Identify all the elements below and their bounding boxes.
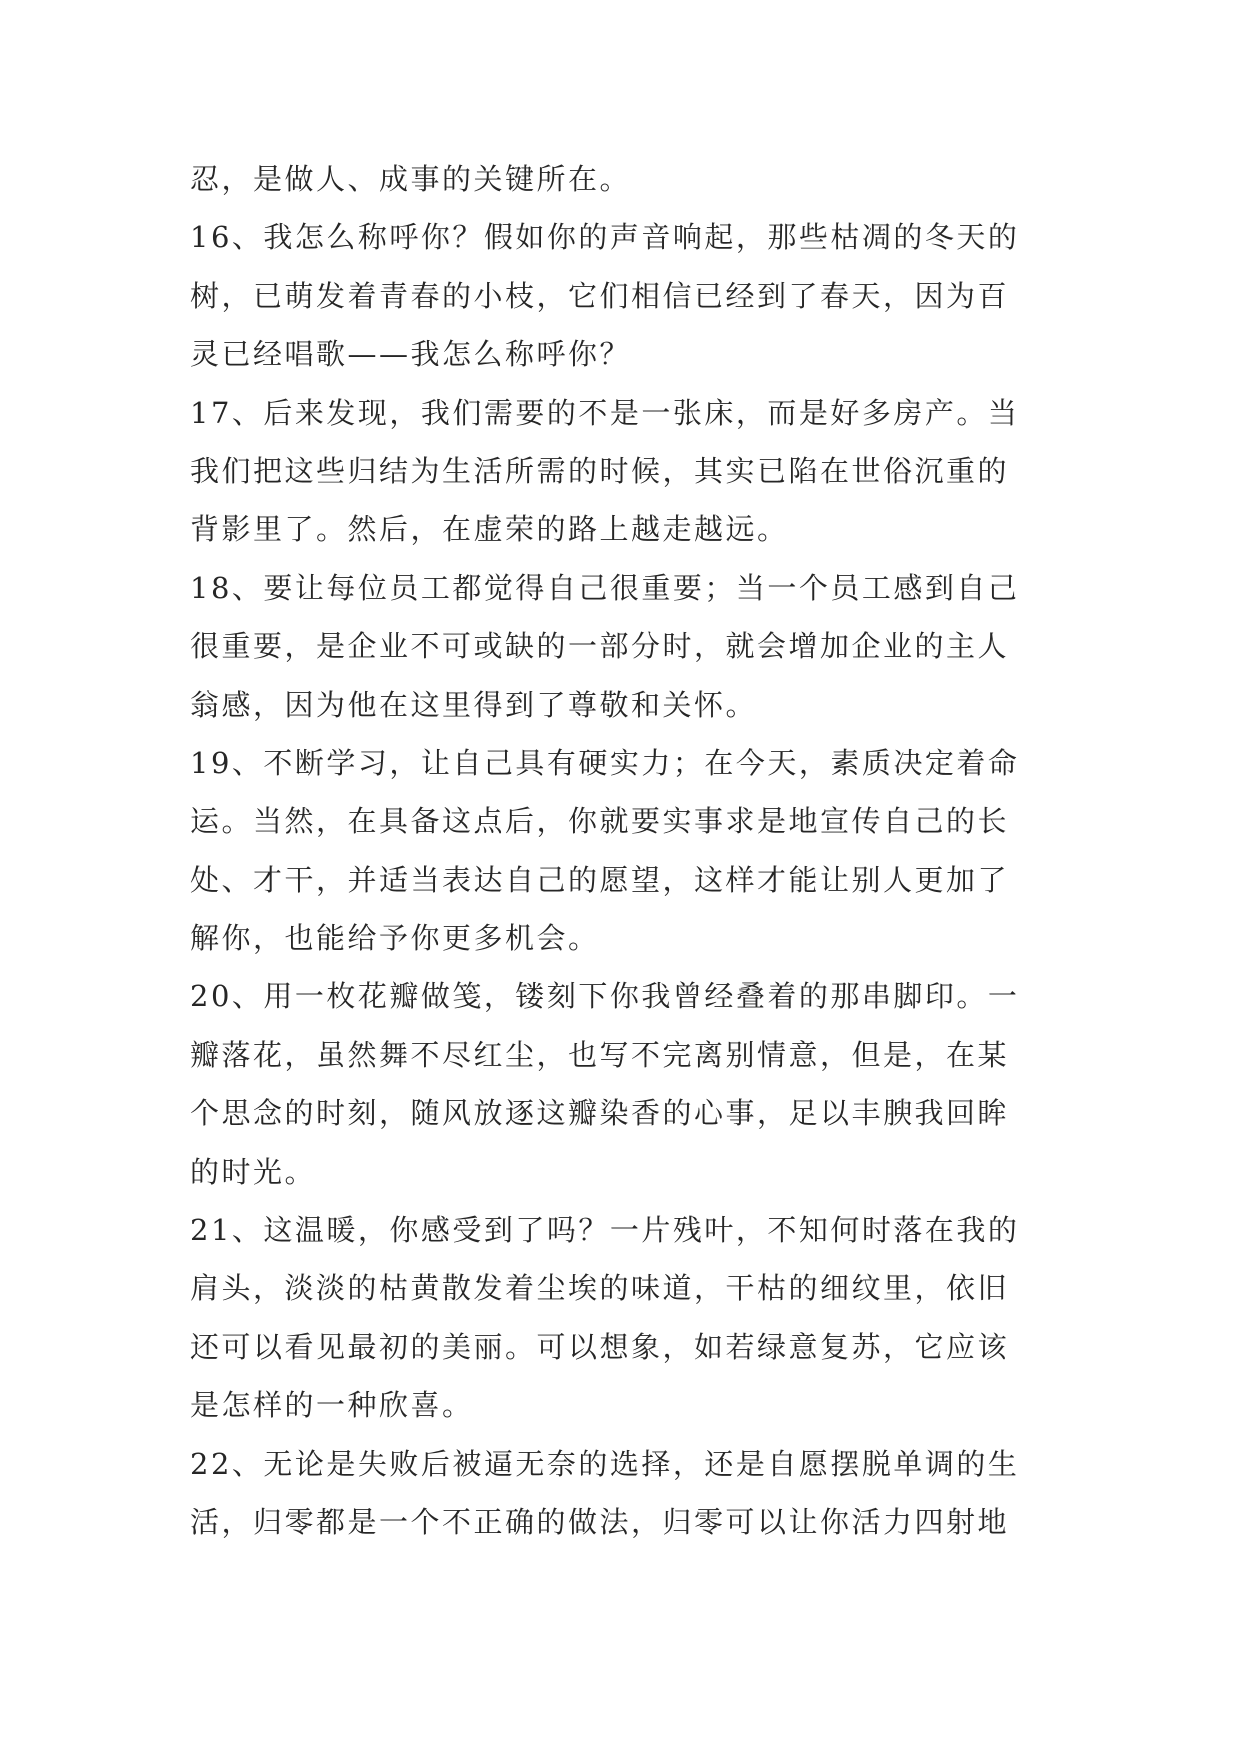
- text-line: 活，归零都是一个不正确的做法，归零可以让你活力四射地: [190, 1504, 1010, 1539]
- text-line: 17、后来发现，我们需要的不是一张床，而是好多房产。当: [190, 395, 1020, 430]
- text-line: 21、这温暖，你感受到了吗？一片残叶，不知何时落在我的: [190, 1213, 1020, 1248]
- text-line: 的时光。: [190, 1154, 317, 1189]
- text-line: 忍，是做人、成事的关键所在。: [190, 162, 632, 196]
- text-line: 我们把这些归结为生活所需的时候，其实已陷在世俗沉重的: [190, 453, 1010, 488]
- text-line: 肩头，淡淡的枯黄散发着尘埃的味道，干枯的细纹里，依旧: [190, 1271, 1010, 1306]
- text-line: 瓣落花，虽然舞不尽红尘，也写不完离别情意，但是，在某: [190, 1037, 1010, 1072]
- text-line: 还可以看见最初的美丽。可以想象，如若绿意复苏，它应该: [190, 1329, 1010, 1364]
- text-line: 是怎样的一种欣喜。: [190, 1388, 474, 1423]
- text-line: 运。当然，在具备这点后，你就要实事求是地宣传自己的长: [190, 804, 1010, 839]
- text-line: 22、无论是失败后被逼无奈的选择，还是自愿摆脱单调的生: [190, 1446, 1020, 1481]
- text-line: 19、不断学习，让自己具有硬实力；在今天，素质决定着命: [190, 745, 1020, 780]
- text-line: 树，已萌发着青春的小枝，它们相信已经到了春天，因为百: [190, 278, 1010, 313]
- text-line: 处、才干，并适当表达自己的愿望，这样才能让别人更加了: [190, 862, 1010, 897]
- text-line: 很重要，是企业不可或缺的一部分时，就会增加企业的主人: [190, 629, 1010, 664]
- body-text: [190, 150, 1050, 1551]
- text-line: 18、要让每位员工都觉得自己很重要；当一个员工感到自己: [190, 570, 1020, 605]
- text-line: 个思念的时刻，随风放逐这瓣染香的心事，足以丰腴我回眸: [190, 1096, 1010, 1131]
- text-line: 20、用一枚花瓣做笺，镂刻下你我曾经叠着的那串脚印。一: [190, 979, 1020, 1014]
- text-line: 背影里了。然后，在虚荣的路上越走越远。: [190, 512, 789, 547]
- text-line: 灵已经唱歌——我怎么称呼你？: [190, 337, 632, 372]
- text-line: 解你，也能给予你更多机会。: [190, 921, 600, 956]
- text-line: 16、我怎么称呼你？假如你的声音响起，那些枯凋的冬天的: [190, 220, 1020, 255]
- text-line: 翁感，因为他在这里得到了尊敬和关怀。: [190, 687, 758, 722]
